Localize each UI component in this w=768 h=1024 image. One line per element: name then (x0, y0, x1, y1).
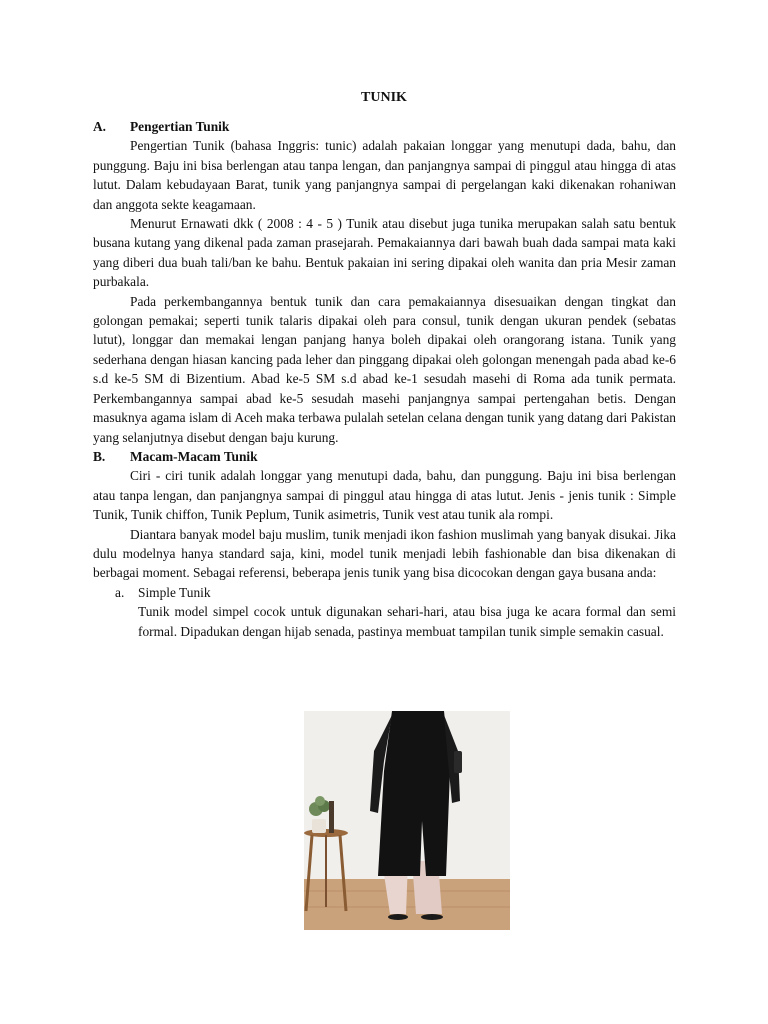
subsection-a-heading (115, 583, 676, 602)
subsection-a-number: a. (115, 584, 125, 600)
section-a-title: Pengertian Tunik (130, 119, 230, 134)
shoe (421, 914, 443, 920)
paragraph: Tunik model simpel cocok untuk digunakan sehari-hari, atau bisa juga ke acara formal dan semi formal. Dipadukan dengan hijab senada, pastinya membuat tampilan tunik simple semakin casual. (138, 604, 676, 639)
subsection-a-title: Simple Tunik (138, 584, 211, 600)
plant-leaves (315, 796, 325, 806)
paragraph: Menurut Ernawati dkk ( 2008 : 4 - 5 ) Tunik atau disebut juga tunika merupakan salah satu bentuk busana kutang yang dikenal pada zaman prasejarah. Pemakaiannya dari bawah buah dada sampai mata kaki yang diberi dua buah tali/ban ke bahu. Bentuk pakaian ini sering dipakai oleh wanita dan pria Mesir zaman purbakala. (93, 216, 676, 290)
document-body (93, 117, 676, 641)
section-b-heading (93, 447, 676, 466)
section-b-number: B. (93, 448, 106, 464)
paragraph: Pada perkembangannya bentuk tunik dan cara pemakaiannya disesuaikan dengan tingkat dan golongan pemakai; seperti tunik talaris dipakai oleh para consul, tunik dengan ukuran pendek (sebatas lutut), longgar dan memakai lengan panjang hanya boleh dipakai oleh orangorang istana. Tunik yang sederhana dengan hiasan kancing pada leher dan pinggang dipakai oleh golongan menengah pada abad ke-6 s.d ke-5 SM di Bizentium. Abad ke-5 SM s.d abad ke-1 sesudah masehi di Roma ada tunik permata. Perkembangannya sampai abad ke-5 sesudah masehi panjangnya sampai pertengahan betis. Dengan masuknya agama islam di Aceh maka terbawa pulalah setelan celana dengan tunik yang datang dari Pakistan yang selanjutnya disebut dengan baju kurung. (93, 293, 676, 445)
tunic-illustration (304, 711, 510, 930)
plant-pot (312, 819, 326, 833)
paragraph: Pengertian Tunik (bahasa Inggris: tunic) adalah pakaian longgar yang menutupi dada, bahu, dan punggung. Baju ini bisa berlengan atau tanpa lengan, dan panjangnya sampai di pinggul atau hingga di atas lutut. Dalam kebudayaan Barat, tunik yang panjangnya sampai di pergelangan kaki dikenakan rohaniwan dan anggota sekte keagamaan. (93, 138, 676, 212)
section-a-number: A. (93, 119, 107, 134)
section-b-title: Macam-Macam Tunik (130, 448, 258, 464)
black-tunic (378, 711, 450, 876)
paragraph: Diantara banyak model baju muslim, tunik menjadi ikon fashion muslimah yang banyak disukai. Jika dulu modelnya hanya standard saja, kini, model tunik menjadi lebih fashionable dan bisa dikenakan di berbagai moment. Sebagai referensi, beberapa jenis tunik yang bisa dicocokan dengan gaya busana anda: (93, 526, 676, 581)
shoe (388, 914, 408, 920)
simple-tunic-photo (304, 711, 510, 930)
handbag (454, 751, 462, 773)
document-title: TUNIK (361, 90, 407, 105)
vase (329, 801, 334, 833)
paragraph: Ciri - ciri tunik adalah longgar yang menutupi dada, bahu, dan punggung. Baju ini bisa berlengan atau tanpa lengan, dan panjangnya sampai di pinggul atau hingga di atas lutut. Jenis - jenis tunik : Simple Tunik, Tunik chiffon, Tunik Peplum, Tunik asimetris, Tunik vest atau tunik ala rompi. (93, 468, 676, 523)
section-a-heading (93, 117, 676, 136)
